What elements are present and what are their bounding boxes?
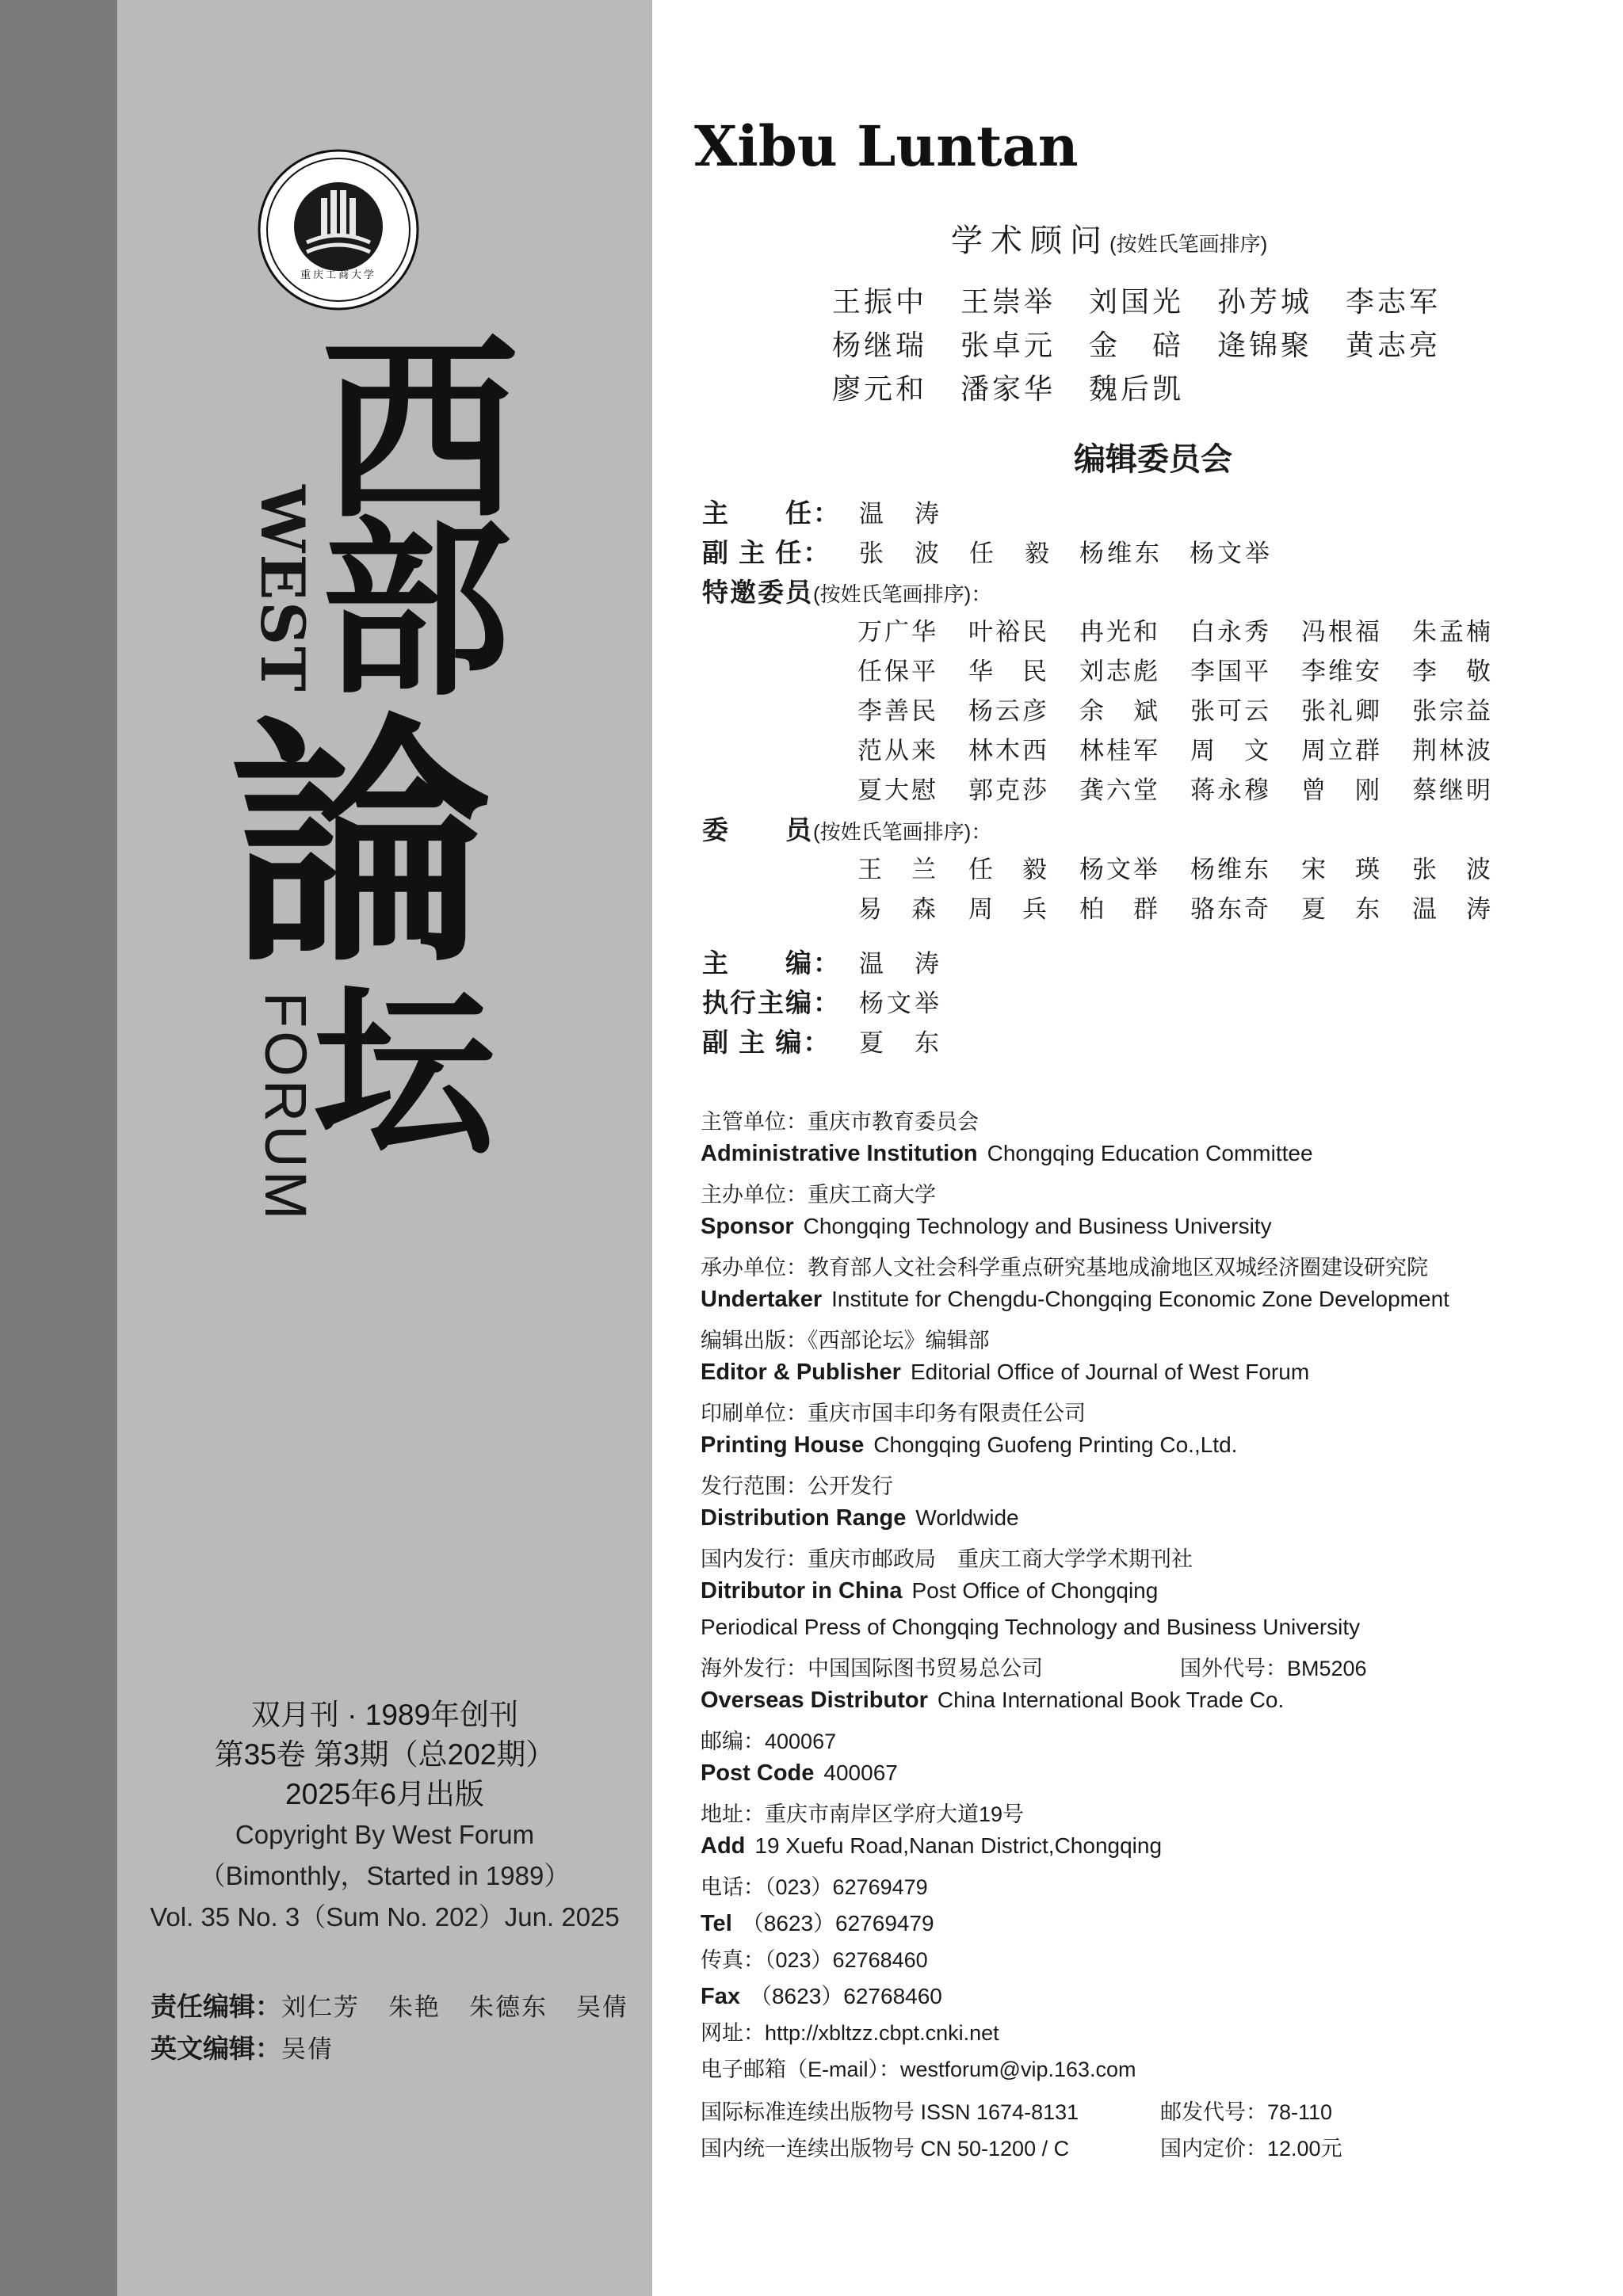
volume-issue: 第35卷 第3期（总202期）: [214, 1738, 556, 1771]
advisors-heading-text: 学术顾问: [951, 223, 1109, 258]
advisor-name: 孙芳城: [1217, 286, 1313, 318]
advisor-name: 张卓元: [960, 330, 1056, 362]
editor-name: 刘仁芳: [281, 1993, 360, 2022]
members-note: (按姓氏笔画排序)：: [813, 820, 992, 844]
publication-en-value: Chongqing Technology and Business University: [803, 1214, 1272, 1238]
journal-title: Xibu Luntan: [694, 113, 1079, 179]
vice-director-name: 任 毅: [969, 540, 1052, 568]
publication-cn: 地址：重庆市南岸区学府大道19号: [701, 1802, 1025, 1826]
member-name: 宋 瑛: [1301, 856, 1382, 884]
invited-name: 郭克莎: [968, 776, 1049, 805]
publication-line: [701, 1323, 1604, 1360]
bimonthly-note: （Bimonthly，Started in 1989）: [199, 1861, 571, 1890]
publication-line: [701, 1542, 1604, 1578]
advisor-name: 黄志亮: [1346, 330, 1442, 362]
advisors-row: [832, 323, 1474, 367]
publication-line: [701, 1177, 1604, 1214]
advisor-name: 潘家华: [960, 373, 1056, 406]
publication-line: [701, 1578, 1604, 1615]
publication-line: [701, 2052, 1604, 2088]
publication-en-value: 400067: [823, 1760, 898, 1785]
advisor-name: 李志军: [1346, 286, 1442, 318]
invited-name: 周立群: [1301, 737, 1382, 765]
member-name: 易 森: [857, 895, 938, 924]
publication-en-label: Ditributor in China: [701, 1578, 903, 1604]
title-forum-vertical: FORUM: [253, 992, 319, 1223]
advisor-name: 魏后凯: [1089, 373, 1185, 406]
publication-cn: 主管单位：重庆市教育委员会: [701, 1110, 979, 1134]
invited-name: 李 敬: [1412, 658, 1493, 686]
publication-en-label: Fax: [701, 1984, 740, 2009]
advisor-name: 廖元和: [832, 373, 928, 406]
publication-line: [701, 1104, 1604, 1141]
publication-cn: 邮编：400067: [701, 1730, 837, 1753]
publication-cn: 承办单位：教育部人文社会科学重点研究基地成渝地区双城经济圈建设研究院: [701, 1256, 1428, 1280]
publication-en-value: （8623）62768460: [749, 1984, 942, 2008]
logo-chinese-text: 重庆工商大学: [300, 269, 376, 281]
frequency: 双月刊 · 1989年创刊: [250, 1699, 519, 1731]
publication-en-label: Tel: [701, 1911, 732, 1936]
publication-en-label: Sponsor: [701, 1214, 794, 1239]
publication-en-value: Periodical Press of Chongqing Technology and Business University: [701, 1615, 1361, 1639]
publication-line: [701, 1214, 1604, 1250]
publication-line: [701, 1432, 1604, 1469]
publication-line: [701, 1760, 1604, 1797]
publication-cn-extra: 国外代号：BM5206: [1180, 1657, 1367, 1680]
issue-info: [117, 1695, 652, 1938]
publication-line: [701, 2016, 1604, 2052]
english-editor-name: 吴倩: [281, 2035, 334, 2064]
publication-line: [701, 1724, 1604, 1760]
invited-name: 龚六堂: [1079, 776, 1160, 805]
member-name: 张 波: [1412, 856, 1493, 884]
invited-name: 刘志彪: [1079, 658, 1160, 686]
deputy-editor-row: [702, 1022, 1598, 1062]
vice-director-name: 杨维东: [1079, 540, 1163, 568]
deputy-editor-label: 副 主 编：: [702, 1028, 831, 1057]
publication-en-value: Institute for Chengdu-Chongqing Economic Zone Development: [831, 1287, 1449, 1311]
invited-name: 张礼卿: [1301, 697, 1382, 726]
invited-name: 荆林波: [1412, 737, 1493, 765]
invited-name: 周 文: [1190, 737, 1271, 765]
publication-cn: 电话：（023）62769479: [701, 1875, 928, 1899]
publication-cn: 主办单位：重庆工商大学: [701, 1183, 936, 1207]
publication-line: [701, 1870, 1604, 1906]
publication-line: [701, 1615, 1604, 1651]
invited-name: 任保平: [857, 658, 938, 686]
publication-cn: 编辑出版：《西部论坛》编辑部: [701, 1329, 990, 1352]
advisors-note: (按姓氏笔画排序): [1109, 232, 1268, 256]
publication-en-label: Undertaker: [701, 1287, 823, 1312]
invited-name: 余 斌: [1079, 697, 1160, 726]
title-char-lun: 論: [230, 690, 491, 997]
advisors-list: [832, 280, 1474, 410]
invited-name: 夏大慰: [857, 776, 938, 805]
publication-en-value: Post Office of Chongqing: [911, 1578, 1159, 1603]
invited-name: 李国平: [1190, 658, 1271, 686]
member-name: 任 毅: [968, 856, 1049, 884]
invited-members-grid: [857, 612, 1598, 810]
left-dark-strip: [0, 0, 117, 2296]
publication-cn-extra: 邮发代号：78-110: [1160, 2100, 1333, 2124]
publication-cn: 国际标准连续出版物号 ISSN 1674-8131: [701, 2100, 1079, 2124]
advisors-row: [832, 367, 1474, 410]
editor-name: 朱艳: [388, 1993, 441, 2022]
executive-editor-label: 执行主编：: [702, 988, 841, 1017]
director-label: 主 任：: [702, 498, 841, 528]
members-grid-row: [857, 889, 1598, 929]
invited-row: [857, 651, 1598, 691]
publication-cn: 海外发行：中国国际图书贸易总公司: [701, 1657, 1043, 1680]
publication-en-value: Worldwide: [915, 1505, 1019, 1530]
publication-cn: 发行范围：公开发行: [701, 1474, 893, 1498]
members-row: [702, 810, 1598, 849]
member-name: 温 涛: [1412, 895, 1493, 924]
invited-name: 张可云: [1190, 697, 1271, 726]
member-name: 骆东奇: [1190, 895, 1271, 924]
publication-line: [701, 1651, 1604, 1688]
director-name: 温 涛: [859, 500, 942, 528]
invited-row: [857, 730, 1598, 770]
members-label: 委 员: [702, 815, 813, 845]
invited-row: [857, 612, 1598, 651]
invited-name: 叶裕民: [968, 618, 1049, 646]
invited-name: 李善民: [857, 697, 938, 726]
vice-director-label: 副 主 任：: [702, 538, 831, 567]
member-name: 杨维东: [1190, 856, 1271, 884]
invited-name: 冉光和: [1079, 618, 1160, 646]
publication-en-value: Chongqing Education Committee: [987, 1141, 1313, 1165]
editors-label: 责任编辑：: [151, 1992, 281, 2021]
publication-line: [701, 1943, 1604, 1979]
invited-name: 杨云彦: [968, 697, 1049, 726]
publication-en-value: Editorial Office of Journal of West Forum: [910, 1360, 1310, 1384]
publication-en-label: Overseas Distributor: [701, 1688, 928, 1713]
publication-line: [701, 1287, 1604, 1323]
members-grid: [857, 849, 1598, 929]
publish-date: 2025年6月出版: [285, 1778, 484, 1810]
invited-name: 范从来: [857, 737, 938, 765]
publication-line: [701, 2095, 1604, 2131]
member-name: 王 兰: [857, 856, 938, 884]
invited-name: 蔡继明: [1412, 776, 1493, 805]
chief-editor-row: [702, 943, 1598, 982]
publication-en-label: Distribution Range: [701, 1505, 907, 1531]
invited-name: 蒋永穆: [1190, 776, 1271, 805]
publication-cn: 传真：（023）62768460: [701, 1948, 928, 1972]
university-logo: [258, 149, 419, 311]
publication-line: [701, 1250, 1604, 1287]
publication-line: [701, 1505, 1604, 1542]
invited-label: 特邀委员: [702, 578, 813, 607]
publication-line: [701, 1688, 1604, 1724]
publication-en-value: China International Book Trade Co.: [937, 1688, 1285, 1712]
publication-cn: 印刷单位：重庆市国丰印务有限责任公司: [701, 1402, 1086, 1425]
invited-name: 林桂军: [1079, 737, 1160, 765]
publication-en-label: Post Code: [701, 1760, 815, 1786]
publication-en-value: （8623）62769479: [741, 1911, 934, 1936]
publication-line: [701, 2131, 1604, 2168]
editor-name: 吴倩: [576, 1993, 628, 2022]
invited-name: 华 民: [968, 658, 1049, 686]
vice-director-name: 张 波: [859, 540, 942, 568]
deputy-editor-name: 夏 东: [859, 1029, 942, 1058]
publication-cn: 国内发行：重庆市邮政局 重庆工商大学学术期刊社: [701, 1547, 1193, 1571]
invited-row: [857, 691, 1598, 730]
executive-editor-name: 杨文举: [859, 990, 942, 1018]
publication-cn: 电子邮箱（E-mail）：westforum@vip.163.com: [701, 2058, 1136, 2081]
advisor-name: 刘国光: [1089, 286, 1185, 318]
invited-name: 曾 刚: [1301, 776, 1382, 805]
publication-en-label: Editor & Publisher: [701, 1360, 901, 1385]
publication-line: [701, 1469, 1604, 1505]
member-name: 柏 群: [1079, 895, 1160, 924]
invited-name: 李维安: [1301, 658, 1382, 686]
editor-name: 朱德东: [469, 1993, 548, 2022]
advisor-name: 王振中: [832, 286, 928, 318]
invited-members-row: [702, 572, 1598, 612]
invited-name: 林木西: [968, 737, 1049, 765]
advisor-name: 金 碚: [1089, 330, 1185, 362]
vice-director-row: [702, 532, 1598, 572]
publication-en-label: Administrative Institution: [701, 1141, 978, 1166]
publication-line: [701, 1360, 1604, 1396]
copyright: Copyright By West Forum: [235, 1820, 535, 1849]
invited-name: 白永秀: [1190, 618, 1271, 646]
title-char-tan: 坛: [313, 967, 496, 1180]
chief-editor-label: 主 编：: [702, 948, 841, 978]
title-char-xi: 西: [321, 314, 519, 547]
publication-line: [701, 1833, 1604, 1870]
publication-line: [701, 1979, 1604, 2016]
responsible-editors: [151, 1986, 628, 2070]
english-editor-label: 英文编辑：: [151, 2034, 281, 2063]
vice-director-name: 杨文举: [1190, 540, 1273, 568]
committee-roles: [702, 493, 1598, 1062]
publication-en-label: Printing House: [701, 1432, 865, 1458]
title-west-vertical: WEST: [247, 485, 318, 693]
invited-name: 朱孟楠: [1412, 618, 1493, 646]
executive-editor-row: [702, 982, 1598, 1022]
publication-line: [701, 1906, 1604, 1943]
volume-english: Vol. 35 No. 3（Sum No. 202）Jun. 2025: [150, 1902, 620, 1932]
invited-name: 冯根福: [1301, 618, 1382, 646]
publication-line: [701, 1797, 1604, 1833]
advisors-heading: [951, 215, 1267, 261]
title-char-bu: 部: [321, 498, 512, 722]
advisors-row: [832, 280, 1474, 323]
publication-line: [701, 1396, 1604, 1432]
members-grid-row: [857, 849, 1598, 889]
chief-editor-name: 温 涛: [859, 950, 942, 978]
member-name: 周 兵: [968, 895, 1049, 924]
advisor-name: 王崇举: [960, 286, 1056, 318]
invited-row: [857, 770, 1598, 810]
advisor-name: 逄锦聚: [1217, 330, 1313, 362]
member-name: 夏 东: [1301, 895, 1382, 924]
invited-note: (按姓氏笔画排序)：: [813, 582, 992, 606]
publication-en-value: 19 Xuefu Road,Nanan District,Chongqing: [754, 1833, 1163, 1858]
publication-info: [701, 1104, 1604, 2168]
publication-cn-extra: 国内定价：12.00元: [1160, 2137, 1342, 2161]
advisor-name: 杨继瑞: [832, 330, 928, 362]
publication-cn: 国内统一连续出版物号 CN 50-1200 / C: [701, 2137, 1070, 2161]
publication-cn: 网址：http://xbltzz.cbpt.cnki.net: [701, 2021, 999, 2045]
member-name: 杨文举: [1079, 856, 1160, 884]
publication-line: [701, 1141, 1604, 1177]
director-row: [702, 493, 1598, 532]
invited-name: 张宗益: [1412, 697, 1493, 726]
publication-en-label: Add: [701, 1833, 746, 1859]
committee-heading: 编辑委员会: [1074, 442, 1232, 477]
publication-en-value: Chongqing Guofeng Printing Co.,Ltd.: [873, 1432, 1238, 1457]
invited-name: 万广华: [857, 618, 938, 646]
